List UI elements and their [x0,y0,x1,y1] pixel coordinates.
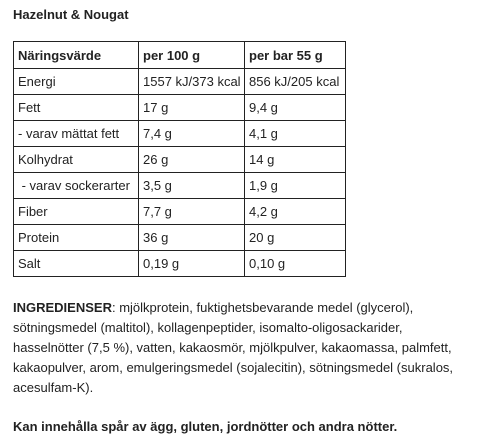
value-per-100g: 3,5 g [139,173,245,199]
value-per-bar: 1,9 g [245,173,346,199]
nutrient-name: - varav sockerarter [14,173,139,199]
nutrient-name: Protein [14,225,139,251]
nutrient-name: Fiber [14,199,139,225]
table-row [14,251,346,277]
allergy-warning: Kan innehålla spår av ägg, gluten, jordnötter och andra nötter. [13,419,398,434]
value-per-100g: 0,19 g [139,251,245,277]
value-per-bar: 0,10 g [245,251,346,277]
table-row [14,225,346,251]
header-nutrient: Näringsvärde [14,42,139,69]
table-row [14,121,346,147]
ingredients-label: INGREDIENSER [13,300,112,315]
table-header-row [14,42,346,69]
nutrient-name: Energi [14,69,139,95]
nutrient-name: Fett [14,95,139,121]
nutrient-name: Kolhydrat [14,147,139,173]
value-per-bar: 4,1 g [245,121,346,147]
value-per-bar: 14 g [245,147,346,173]
value-per-100g: 1557 kJ/373 kcal [139,69,245,95]
nutrition-table [13,41,346,277]
value-per-bar: 4,2 g [245,199,346,225]
value-per-100g: 7,4 g [139,121,245,147]
ingredients-paragraph [13,298,473,398]
value-per-bar: 9,4 g [245,95,346,121]
header-per-bar: per bar 55 g [245,42,346,69]
table-row [14,199,346,225]
value-per-bar: 856 kJ/205 kcal [245,69,346,95]
table-row [14,173,346,199]
table-row [14,95,346,121]
ingredients-text: : mjölkprotein, fuktighetsbevarande medel (glycerol), sötningsmedel (maltitol), kollagenpeptider, isomalto-oligosackarider, hasselnötter (7,5 %), vatten, kakaosmör, mjölkpulver, kakaomassa, palmfett, kakaopulver, arom, emulgeringsmedel (sojalecitin), sötningsmedel (sukralos, acesulfam-K). [13,300,454,395]
value-per-100g: 36 g [139,225,245,251]
product-info [13,6,483,435]
value-per-100g: 26 g [139,147,245,173]
table-row [14,69,346,95]
table-row [14,147,346,173]
nutrient-name: Salt [14,251,139,277]
value-per-100g: 17 g [139,95,245,121]
nutrient-name: - varav mättat fett [14,121,139,147]
value-per-bar: 20 g [245,225,346,251]
value-per-100g: 7,7 g [139,199,245,225]
product-title: Hazelnut & Nougat [13,7,129,22]
header-per-100g: per 100 g [139,42,245,69]
